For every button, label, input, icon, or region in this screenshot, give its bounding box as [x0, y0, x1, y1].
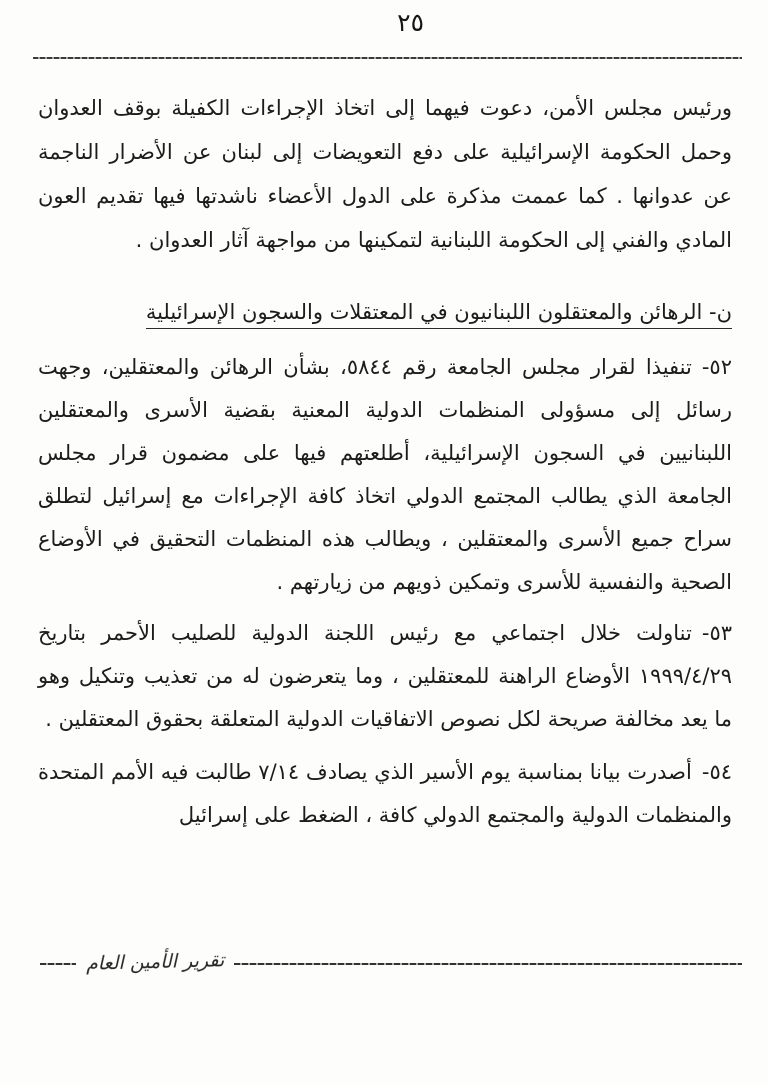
- intro-paragraph: ورئيس مجلس الأمن، دعوت فيهما إلى اتخاذ الإجراءات الكفيلة بوقف العدوان وحمل الحكومة الإسرائيلية على دفع التعويضات إلى لبنان عن الأضرار الناجمة عن عدوانها . كما عممت مذكرة على الدول الأعضاء ناشدتها فيها تقديم العون المادي والفني إلى الحكومة اللبنانية لتمكينها من مواجهة آثار العدوان .: [38, 96, 732, 252]
- item-text: أصدرت بيانا بمناسبة يوم الأسير الذي يصادف ٧/١٤ طالبت فيه الأمم المتحدة والمنظمات الدولية والمجتمع الدولي كافة ، الضغط على إسرائيل: [38, 760, 732, 827]
- list-item: [38, 346, 732, 604]
- section-heading-text: ن- الرهائن والمعتقلون اللبنانيون في المعتقلات والسجون الإسرائيلية: [146, 300, 732, 329]
- list-item: [38, 751, 732, 837]
- footer-signature: تقرير الأمين العام: [85, 949, 225, 975]
- item-number: ٥٣-: [701, 621, 732, 645]
- list-item: [38, 612, 732, 741]
- footer-rule-long: [234, 963, 742, 965]
- document-body: [38, 86, 732, 837]
- item-number: ٥٢-: [701, 355, 732, 379]
- section-heading: [38, 292, 732, 332]
- item-text: تناولت خلال اجتماعي مع رئيس اللجنة الدولية للصليب الأحمر بتاريخ ١٩٩٩/٤/٢٩ الأوضاع الراهنة للمعتقلين ، وما يتعرضون له من تعذيب وتنكيل وهو ما يعد مخالفة صريحة لكل نصوص الاتفاقيات الدولية المتعلقة بحقوق المعتقلين .: [38, 621, 732, 731]
- footer-rule-short: [40, 963, 76, 965]
- header-rule: [33, 57, 742, 59]
- item-number: ٥٤-: [701, 760, 732, 784]
- item-text: تنفيذا لقرار مجلس الجامعة رقم ٥٨٤٤، بشأن الرهائن والمعتقلين، وجهت رسائل إلى مسؤولى المنظمات الدولية المعنية بقضية الأسرى والمعتقلين اللبنانيين في السجون الإسرائيلية، أطلعتهم فيها على مضمون قرار مجلس الجامعة الذي يطالب المجتمع الدولي اتخاذ كافة الإجراءات مع إسرائيل لتطلق سراح جميع الأسرى والمعتقلين ، ويطالب هذه المنظمات التحقيق في الأوضاع الصحية والنفسية للأسرى وتمكين ذويهم من زيارتهم .: [38, 355, 732, 594]
- page-footer: [40, 949, 742, 977]
- page-number: ٢٥: [397, 8, 424, 37]
